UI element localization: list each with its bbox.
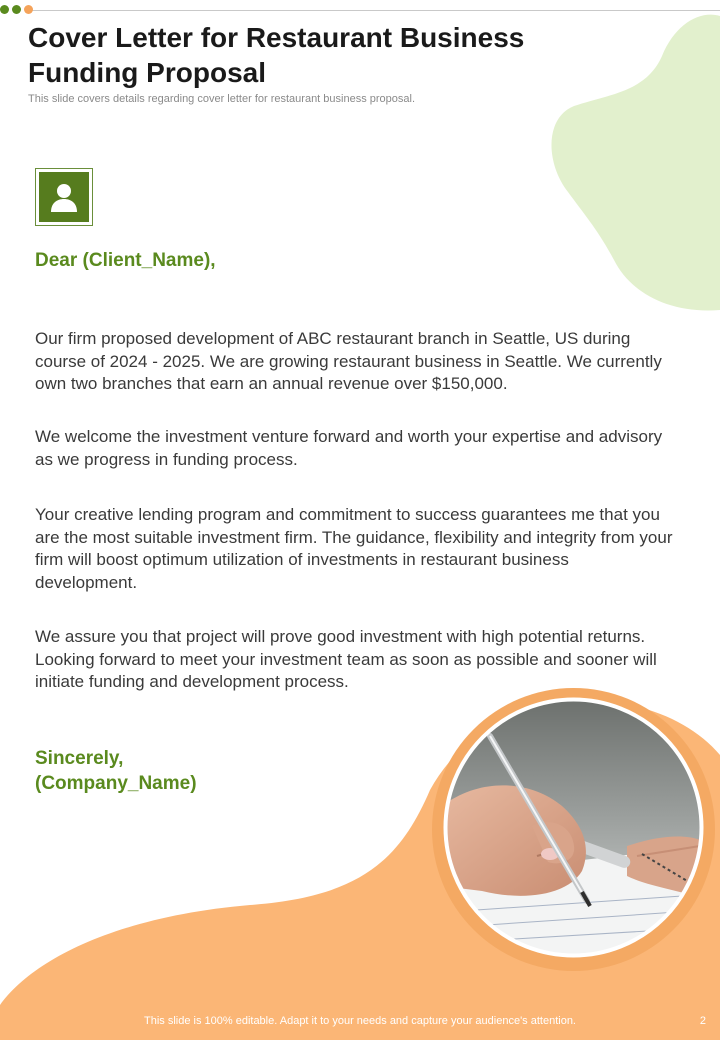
letter-paragraph-2: We welcome the investment venture forward and worth your expertise and advisory as we progress in funding process.	[35, 427, 663, 469]
corner-dots	[0, 5, 33, 14]
top-divider-line	[30, 10, 720, 11]
letter-signoff	[35, 746, 197, 796]
green-dot-icon	[0, 5, 9, 14]
letter-paragraph-1: Our firm proposed development of ABC restaurant branch in Seattle, US during course of 2024 - 2025. We are growing restaurant business in Seattle. We currently own two branches that earn an annual revenue over $150,000.	[35, 329, 662, 393]
avatar-frame	[35, 168, 93, 226]
page-subtitle: This slide covers details regarding cover letter for restaurant business proposal.	[28, 93, 416, 105]
hand-writing-with-pen-photo	[442, 696, 705, 959]
user-avatar-icon	[47, 180, 81, 214]
footer-note: This slide is 100% editable. Adapt it to your needs and capture your audience's attention.	[144, 1015, 576, 1027]
company-name: (Company_Name)	[35, 773, 197, 794]
letter-paragraph-4: We assure you that project will prove good investment with high potential returns. Looking forward to meet your investment team as soon as possible and sooner will initiate funding and development process.	[35, 627, 657, 691]
avatar	[39, 172, 89, 222]
page-number: 2	[699, 1015, 706, 1027]
letter-greeting: Dear (Client_Name),	[35, 250, 216, 271]
letter-paragraph-3: Your creative lending program and commitment to success guarantees me that you are the most suitable investment firm. The guidance, flexibility and integrity from your firm will boost optimum utilization of investments in restaurant business development.	[35, 505, 673, 592]
closing-line: Sincerely,	[35, 748, 124, 769]
orange-dot-icon	[24, 5, 33, 14]
page-title: Cover Letter for Restaurant Business Funding Proposal	[28, 22, 525, 88]
green-dot-icon	[12, 5, 21, 14]
green-blob-decoration	[550, 14, 720, 314]
